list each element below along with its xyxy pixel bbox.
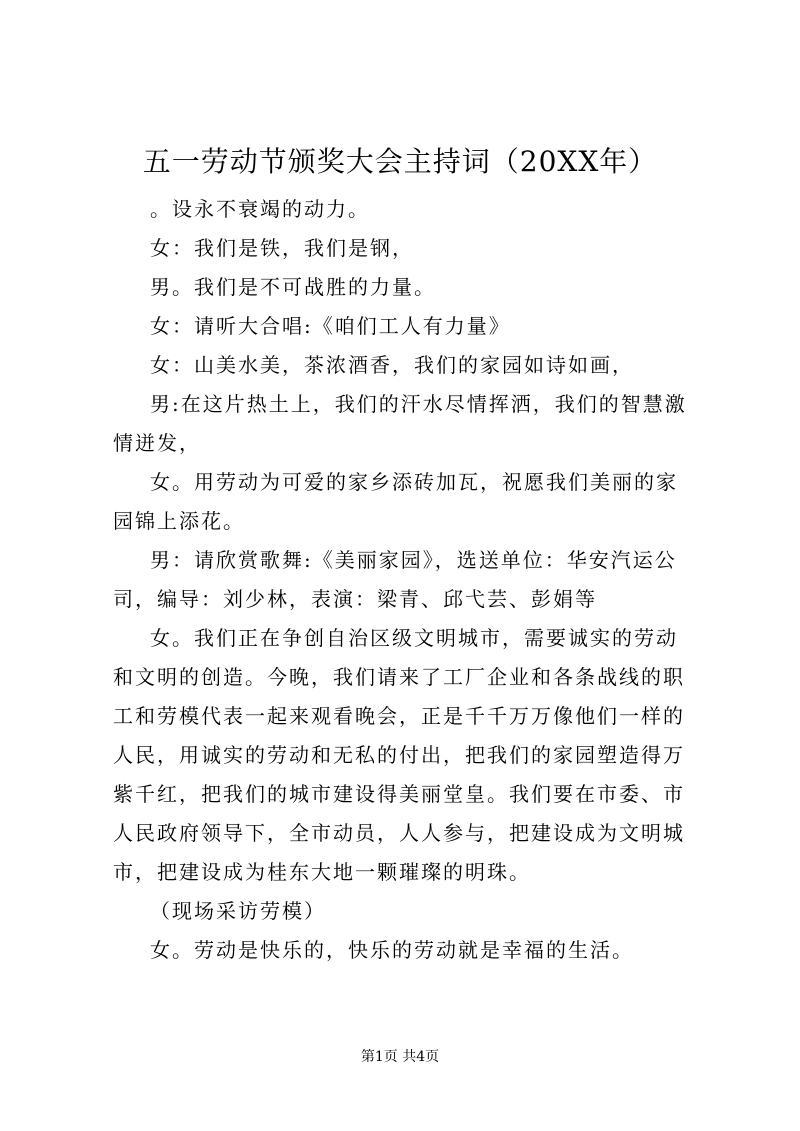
paragraph-3: 男。我们是不可战胜的力量。: [150, 275, 436, 299]
document-title: 五一劳动节颁奖大会主持词（20XX年）: [142, 145, 658, 178]
paragraph-11: 女。劳动是快乐的，快乐的劳动就是幸福的生活。: [150, 938, 634, 962]
paragraph-6: 男:在这片热土上，我们的汗水尽情挥洒，我们的智慧激情迸发，: [113, 392, 687, 455]
paragraph-8: 男：请欣赏歌舞:《美丽家园》，选送单位：华安汽运公司，编导：刘少林，表演：梁青、邱弋芸、彭娟等: [113, 548, 677, 611]
paragraph-4: 女：请听大合唱:《咱们工人有力量》: [150, 314, 511, 338]
paragraph-1: 。设永不衰竭的动力。: [150, 197, 370, 221]
page-number: 第1页 共4页: [360, 1049, 440, 1065]
paragraph-5: 女：山美水美，茶浓酒香，我们的家园如诗如画，: [150, 353, 634, 377]
paragraph-10: （现场采访劳模）: [150, 899, 326, 923]
paragraph-7: 女。用劳动为可爱的家乡添砖加瓦，祝愿我们美丽的家园锦上添花。: [113, 470, 678, 533]
paragraph-2: 女：我们是铁，我们是钢，: [150, 236, 414, 260]
document-body: [113, 190, 698, 970]
paragraph-9: 女。我们正在争创自治区级文明城市，需要诚实的劳动和文明的创造。今晚，我们请来了工厂企业和各条战线的职工和劳模代表一起来观看晚会，正是千千万万像他们一样的人民，用诚实的劳动和无私的付出，把我们的家园塑造得万紫千红，把我们的城市建设得美丽堂皇。我们要在市委、市人民政府领导下，全市动员，人人参与，把建设成为文明城市，把建设成为桂东大地一颗璀璨的明珠。: [113, 626, 685, 884]
